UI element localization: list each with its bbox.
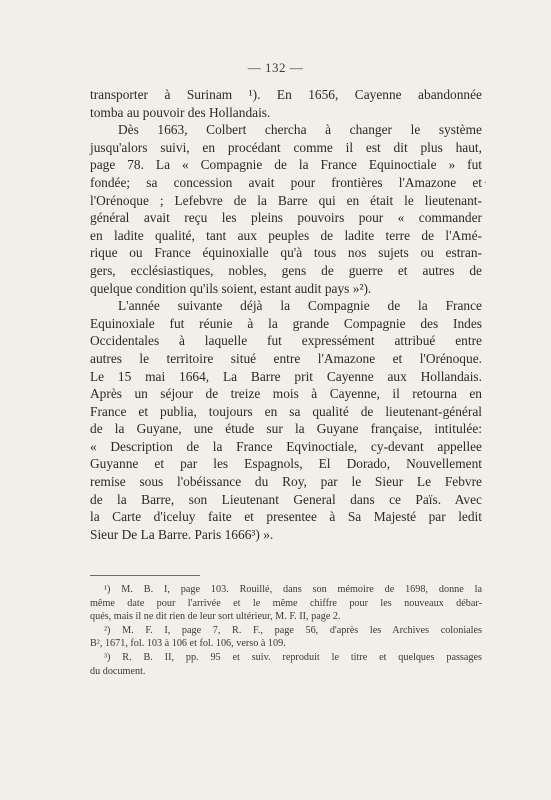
footnote-line: qués, mais il ne dit rien de leur sort ultérieur, M. F. II, page 2. bbox=[90, 611, 341, 623]
text-line: Après un séjour de treize mois à Cayenne, il retourna en bbox=[90, 386, 482, 402]
text-line: quelque condition qu'ils soient, estant audit pays »²). bbox=[90, 280, 372, 296]
text-line: jusqu'alors suivi, en procédant comme il est dit plus haut, bbox=[90, 139, 482, 155]
text-line: remise sous l'obéissance du Roy, par le Sieur Le Febvre bbox=[90, 474, 482, 490]
footnote-line: ¹) M. B. I, page 103. Rouillé, dans son mémoire de 1698, donne la bbox=[104, 584, 482, 595]
page-number: — 132 — bbox=[247, 60, 304, 75]
text-line: Dès 1663, Colbert chercha à changer le système bbox=[118, 122, 482, 138]
text-line: page 78. La « Compagnie de la France Equinoctiale » fut bbox=[90, 157, 482, 173]
text-line: la Carte d'iceluy faite et presentee à Sa Majesté par ledit bbox=[90, 509, 482, 525]
margin-mark: . bbox=[484, 174, 487, 186]
text-line: l'Orénoque ; Lefebvre de la Barre qui en était le lieutenant- bbox=[90, 192, 482, 208]
text-line: France et publia, toujours en sa qualité de lieutenant-général bbox=[90, 403, 482, 419]
footnote-line: ²) M. F. I, page 7, R. F., page 56, d'après les Archives coloniales bbox=[104, 624, 482, 636]
text-line: de la Guyane, une étude sur la Guyane française, intitulée: bbox=[90, 421, 482, 437]
footnote bbox=[90, 624, 482, 651]
text-line: de la Barre, son Lieutenant General dans ce Païs. Avec bbox=[90, 491, 482, 507]
footnote bbox=[90, 651, 482, 678]
text-line: « Description de la France Eqvinoctiale, cy-devant appellee bbox=[90, 438, 482, 454]
footnote-line: du document. bbox=[90, 665, 146, 677]
footnote-line: ³) R. B. II, pp. 95 et suiv. reproduit le titre et quelques passages bbox=[104, 651, 482, 663]
text-line: L'année suivante déjà la Compagnie de la France bbox=[118, 298, 482, 314]
footnote-line: même date pour l'arrivée et le même chiffre pour les nouveaux débar- bbox=[90, 597, 482, 609]
text-line: Equinoxiale fut réunie à la grande Compagnie des Indes bbox=[90, 315, 482, 331]
body-text bbox=[90, 86, 482, 543]
footnote-divider bbox=[90, 575, 200, 576]
text-line: Sieur De La Barre. Paris 1666³) ». bbox=[90, 526, 274, 542]
text-line: transporter à Surinam ¹). En 1656, Cayenne abandonnée bbox=[90, 87, 482, 102]
text-line: général avait reçu les pleins pouvoirs pour « commander bbox=[90, 210, 482, 226]
text-line: Occidentales à laquelle fut expressément attribué entre bbox=[90, 333, 482, 349]
text-line: rique ou France équinoxialle qu'à tous nos sujets ou estran- bbox=[90, 245, 482, 261]
text-line: Guyanne et par les Espagnols, El Dorado, Nouvellement bbox=[90, 456, 482, 472]
footnote-line: B², 1671, fol. 103 à 106 et fol. 106, verso à 109. bbox=[90, 638, 286, 650]
text-line: gers, ecclésiastiques, nobles, gens de guerre et autres de bbox=[90, 262, 482, 278]
paragraph bbox=[90, 297, 482, 543]
footnotes bbox=[90, 583, 482, 678]
text-line: tomba au pouvoir des Hollandais. bbox=[90, 104, 271, 120]
paragraph bbox=[90, 86, 482, 121]
text-line: en ladite qualité, tant aux peuples de ladite terre de l'Amé- bbox=[90, 227, 482, 243]
text-line: autres le territoire situé entre l'Amazone et l'Orénoque. bbox=[90, 350, 482, 366]
text-line: fondée; sa concession avait pour frontières l'Amazone et bbox=[90, 174, 482, 190]
footnote bbox=[90, 583, 482, 624]
paragraph bbox=[90, 121, 482, 297]
text-line: Le 15 mai 1664, La Barre prit Cayenne aux Hollandais. bbox=[90, 368, 482, 384]
